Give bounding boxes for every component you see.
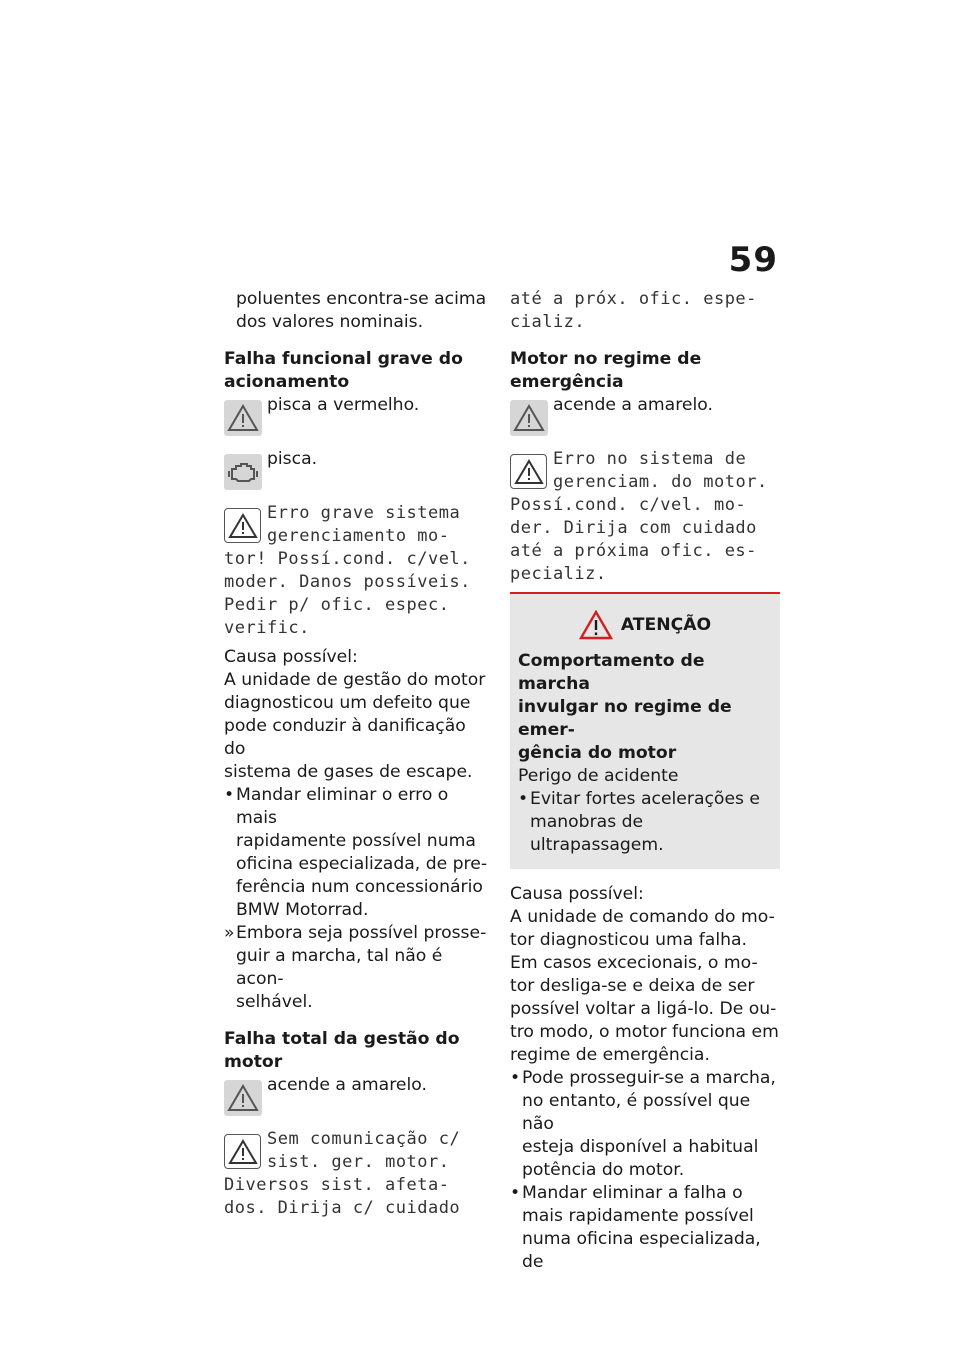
warning-heading: Comportamento de marcha invulgar no regime de emer- gência do motor <box>518 651 732 763</box>
action-list <box>510 1067 780 1274</box>
cause-text: A unidade de gestão do motor diagnosticou um defeito que pode conduzir à danificação do sistema de gases de escape. <box>224 670 486 782</box>
display-message-falha-grave: Erro grave sistema gerenciamento mo- <box>224 502 492 548</box>
warning-triangle-icon <box>224 508 261 543</box>
text-line: dos valores nominais. <box>236 312 424 332</box>
warning-triangle-icon <box>510 400 548 436</box>
page-number: 59 <box>728 240 778 280</box>
cause-text: A unidade de comando do mo- tor diagnosticou uma falha. Em casos excecionais, o mo- tor desliga-se e deixa de ser possível voltar a ligá-lo. De ou- tro modo, o motor funciona em regime de emergência. <box>510 907 779 1065</box>
warning-triangle-icon <box>224 1080 262 1116</box>
left-column: poluentes encontra-se acima dos valores nominais. Falha funcional grave do acionamento pisca a vermelho. pisca. Erro grave sistema gerenciamento mo- tor! Possí.cond. c/vel. moder. Danos possíveis. Pedir p/ ofic. espec. verific. Causa possível: A unidade de gestão do motor diagnosticou um defeito que pode conduzir à danificação do sistema de gases de escape. • Mandar eliminar o erro o mais rapidamente possível numa oficina especializada, de pre- ferência num concessionário BMW Motorrad. » Embora seja possível prosse- guir a marcha, tal não é acon- selhável. Falha total da gestão do motor acende a amarelo. Sem comunicação c/ sist. ger. motor. Diversos sist. afeta- dos. Dirija c/ cuidado <box>224 288 492 1220</box>
warning-triangle-icon <box>510 454 547 489</box>
indicator-text: acende a amarelo. <box>267 1075 427 1095</box>
warning-title: ATENÇÃO <box>620 615 712 635</box>
indicator-text: pisca. <box>267 449 318 469</box>
display-message-continued: até a próx. ofic. espe- cializ. <box>510 289 757 332</box>
action-list <box>224 784 492 1014</box>
display-message-erro-sistema: Erro no sistema de gerenciam. do motor. <box>510 448 780 494</box>
cause-label: Causa possível: <box>510 884 644 904</box>
warning-triangle-icon <box>224 1134 261 1169</box>
warning-box <box>510 592 780 869</box>
right-column: até a próx. ofic. espe- cializ. Motor no regime de emergência acende a amarelo. Erro no sistema de gerenciam. do motor. Possí.cond. c/vel. mo- der. Dirija com cuidado até a próxima ofic. es- pecializ. ATENÇÃO Comportamento de marcha invulgar no regime de emer- gência do motor Perigo de acidente • Evitar fortes acelerações e manobras de ultrapassagem. Causa possível: A unidade de comando do mo- tor diagnosticou uma falha. Em casos excecionais, o mo- tor desliga-se e deixa de ser possível voltar a ligá-lo. De ou- tro modo, o motor funciona em regime de emergência. • Pode prosseguir-se a marcha, no entanto, é possível que não esteja disponível a habitual potência do motor. • Mandar eliminar a falha o mais rapidamente possível numa oficina especializada, de <box>510 289 779 1272</box>
list-item: • Mandar eliminar o erro o mais rapidamente possível numa oficina especializada, de pre- ferência num concessionário BMW Motorrad. <box>224 785 488 920</box>
text-line: poluentes encontra-se acima <box>236 289 487 309</box>
warning-list <box>518 788 772 857</box>
intro-paragraph <box>224 288 492 334</box>
warning-header <box>518 610 772 640</box>
list-item: • Evitar fortes acelerações e manobras de ultrapassagem. <box>518 789 761 855</box>
section-heading-falha-grave: Falha funcional grave do acionamento <box>224 349 463 392</box>
warning-triangle-icon <box>224 400 262 436</box>
list-item: » Embora seja possível prosse- guir a marcha, tal não é acon- selhável. <box>224 923 487 1012</box>
display-message-sem-comunicacao: Sem comunicação c/ sist. ger. motor. <box>224 1128 492 1174</box>
indicator-text: pisca a vermelho. <box>267 395 420 415</box>
engine-warning-icon <box>224 454 262 490</box>
list-item: • Pode prosseguir-se a marcha, no entanto, é possível que não esteja disponível a habitual potência do motor. <box>510 1068 776 1180</box>
cause-label: Causa possível: <box>224 647 358 667</box>
indicator-row-engine <box>224 448 492 492</box>
caution-icon <box>579 610 613 640</box>
indicator-row-red-warning <box>224 394 492 438</box>
indicator-row-yellow-warning <box>224 1074 492 1118</box>
list-item: • Mandar eliminar a falha o mais rapidamente possível numa oficina especializada, de <box>510 1183 761 1272</box>
section-heading-falha-total: Falha total da gestão do motor <box>224 1029 460 1072</box>
indicator-text: acende a amarelo. <box>553 395 713 415</box>
indicator-row-yellow-warning <box>510 394 780 438</box>
warning-danger: Perigo de acidente <box>518 766 679 786</box>
section-heading-regime-emergencia: Motor no regime de emergência <box>510 349 702 392</box>
